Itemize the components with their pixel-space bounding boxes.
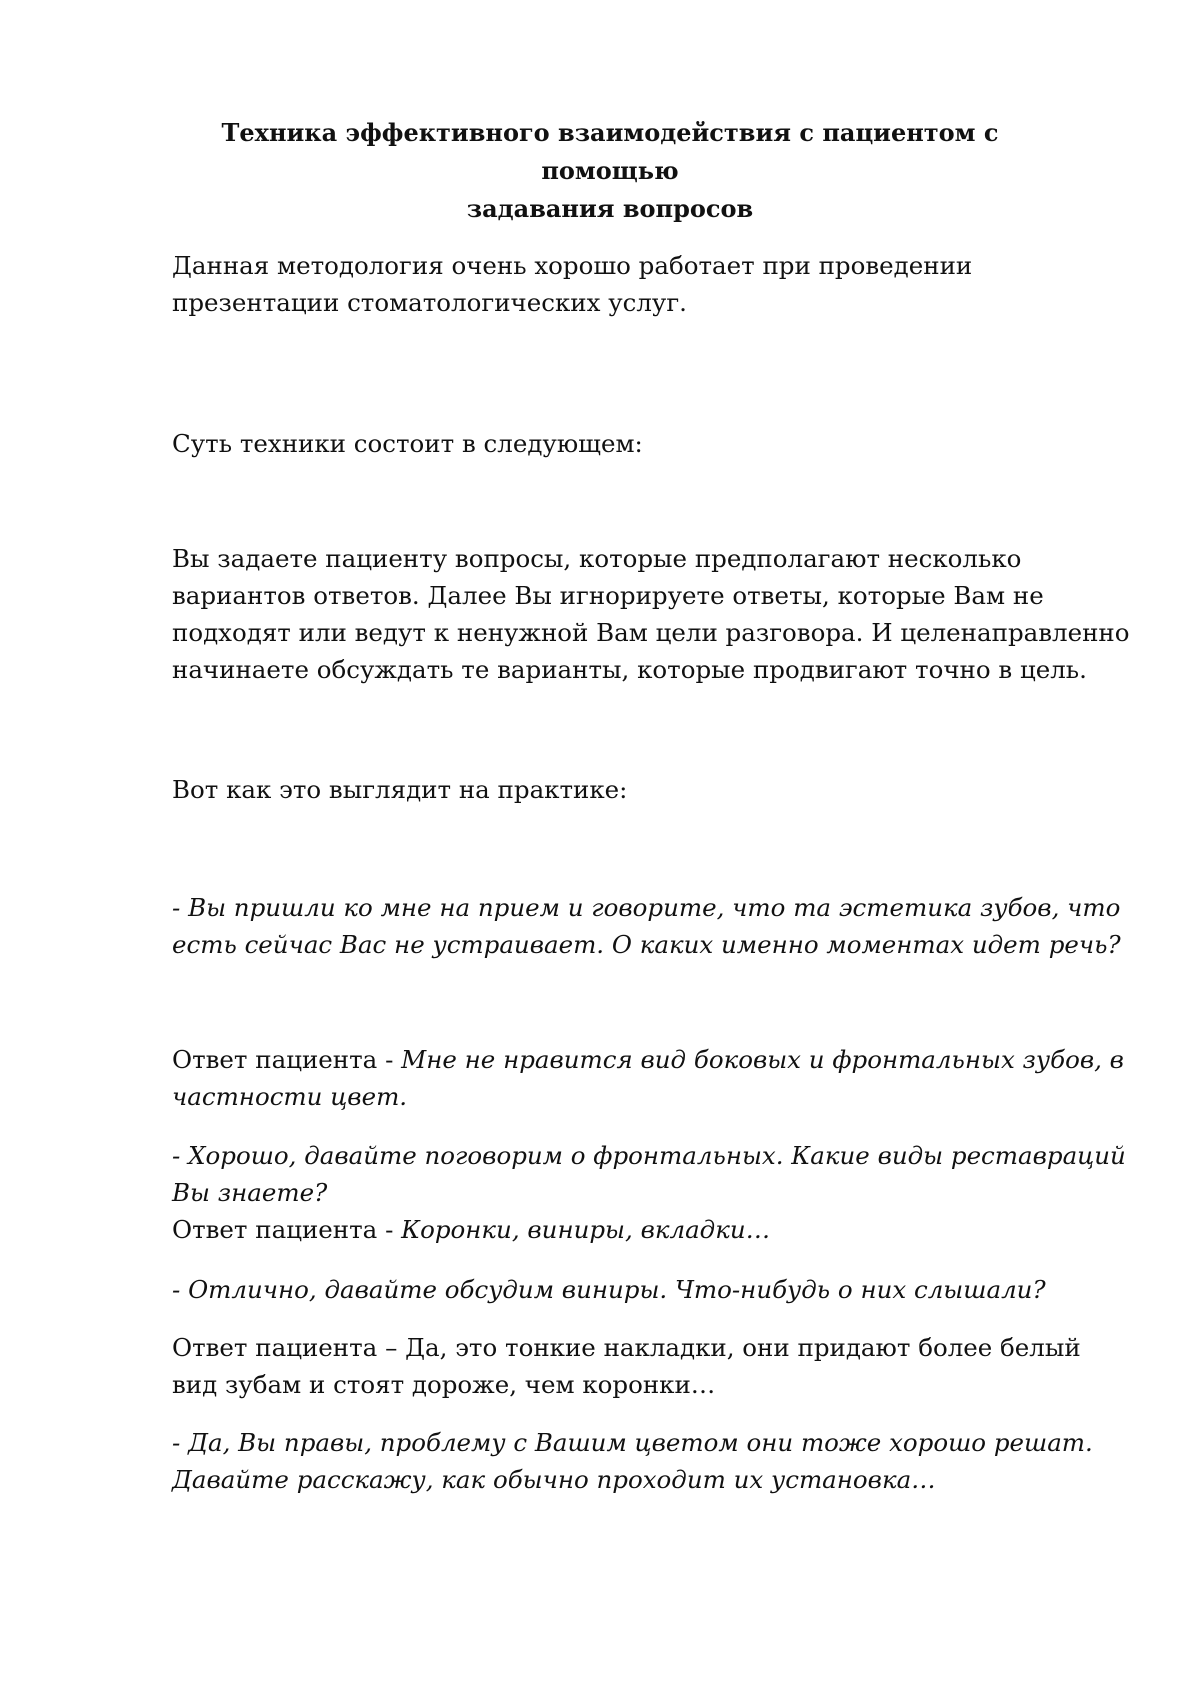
essence-line-4: начинаете обсуждать те варианты, которые продвигают точно в цель. [172, 655, 1087, 684]
answer-1-text-1: Мне не нравится вид боковых и фронтальных зубов, в [401, 1045, 1124, 1074]
answer-3-line-1: Ответ пациента – Да, это тонкие накладки, они придают более белый [172, 1333, 1081, 1362]
doctor-question-3 [172, 1271, 1132, 1308]
essence-heading-text: Суть техники состоит в следующем: [172, 429, 643, 458]
essence-heading [172, 425, 1132, 462]
intro-paragraph [172, 247, 1132, 321]
intro-line-2: презентации стоматологических услуг. [172, 288, 687, 317]
doctor-question-4 [172, 1424, 1132, 1498]
intro-line-1: Данная методология очень хорошо работает при проведении [172, 251, 973, 280]
answer-3-line-2: вид зубам и стоят дороже, чем коронки… [172, 1370, 716, 1399]
essence-line-3: подходят или ведут к ненужной Вам цели разговора. И целенаправленно [172, 618, 1130, 647]
practice-heading [172, 771, 1132, 808]
question-4-line-2: Давайте расскажу, как обычно проходит их установка… [172, 1465, 936, 1494]
essence-paragraph [172, 540, 1132, 688]
document-title [150, 114, 1070, 228]
practice-heading-text: Вот как это выглядит на практике: [172, 775, 628, 804]
question-1-line-1: - Вы пришли ко мне на прием и говорите, что та эстетика зубов, что [172, 893, 1121, 922]
question-2-line-2: Вы знаете? [172, 1178, 328, 1207]
title-line-1: Техника эффективного взаимодействия с пациентом с помощью [221, 118, 999, 185]
essence-line-1: Вы задаете пациенту вопросы, которые предполагают несколько [172, 544, 1022, 573]
question-4-line-1: - Да, Вы правы, проблему с Вашим цветом они тоже хорошо решат. [172, 1428, 1093, 1457]
answer-1-line-1 [172, 1041, 1132, 1078]
answer-1-label: Ответ пациента - [172, 1045, 402, 1074]
answer-1-line-2: частности цвет. [172, 1082, 408, 1111]
answer-2-line [172, 1211, 1132, 1248]
patient-answer-1 [172, 1041, 1132, 1115]
answer-2-label: Ответ пациента - [172, 1215, 402, 1244]
question-2-line-1: - Хорошо, давайте поговорим о фронтальных. Какие виды реставраций [172, 1141, 1126, 1170]
essence-line-2: вариантов ответов. Далее Вы игнорируете ответы, которые Вам не [172, 581, 1044, 610]
answer-2-text: Коронки, виниры, вкладки… [401, 1215, 771, 1244]
question-3-text: - Отлично, давайте обсудим виниры. Что-нибудь о них слышали? [172, 1275, 1046, 1304]
doctor-question-1 [172, 889, 1132, 963]
question-1-line-2: есть сейчас Вас не устраивает. О каких именно моментах идет речь? [172, 930, 1121, 959]
patient-answer-3 [172, 1329, 1132, 1403]
doctor-question-2-with-answer [172, 1137, 1132, 1248]
title-line-2: задавания вопросов [466, 194, 754, 223]
